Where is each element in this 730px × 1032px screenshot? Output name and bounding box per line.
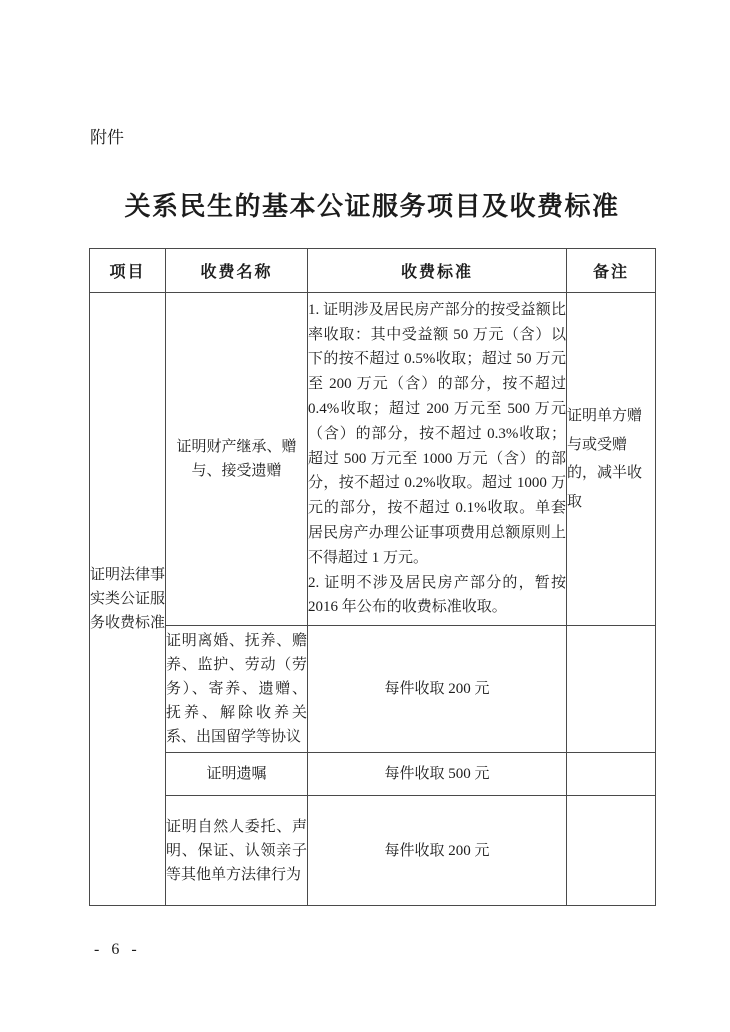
fee-standard-cell: 每件收取 200 元 — [308, 796, 567, 906]
remark-cell — [567, 796, 656, 906]
table-row — [90, 293, 656, 626]
fee-standard-cell: 每件收取 200 元 — [308, 626, 567, 753]
header-remark: 备注 — [567, 249, 656, 293]
table-row — [90, 626, 656, 753]
header-fee-standard: 收费标准 — [308, 249, 567, 293]
page-number: - 6 - — [94, 941, 141, 958]
fee-name-cell: 证明遗嘱 — [166, 753, 308, 796]
fee-standard-paragraph: 1. 证明涉及居民房产部分的按受益额比率收取：其中受益额 50 万元（含）以下的按不超过 0.5%收取；超过 50 万元至 200 万元（含）的部分，按不超过 0.4%收取；超过 200 万元至 500 万元（含）的部分，按不超过 0.3%收取；超过 500 万元至 1000 万元（含）的部分，按不超过 0.2%收取。超过 1000 万元的部分，按不超过 0.1%收取。单套居民房产办理公证事项费用总额原则上不得超过 1 万元。 — [308, 301, 566, 566]
header-fee-name: 收费名称 — [166, 249, 308, 293]
header-item: 项目 — [90, 249, 166, 293]
table-header-row — [90, 249, 656, 293]
fee-name-cell: 证明离婚、抚养、赡养、监护、劳动（劳务）、寄养、遗赠、抚养、解除收养关系、出国留学等协议 — [166, 626, 308, 753]
fee-standard-cell: 每件收取 500 元 — [308, 753, 567, 796]
page-title: 关系民生的基本公证服务项目及收费标准 — [124, 192, 620, 221]
category-cell: 证明法律事实类公证服务收费标准 — [90, 293, 166, 906]
fee-standard-cell — [308, 293, 567, 626]
attachment-label: 附件 — [90, 128, 124, 147]
fee-standard-paragraph: 2. 证明不涉及居民房产部分的，暂按 2016 年公布的收费标准收取。 — [308, 574, 566, 616]
fee-name-cell: 证明自然人委托、声明、保证、认领亲子等其他单方法律行为 — [166, 796, 308, 906]
remark-cell — [567, 626, 656, 753]
remark-cell: 证明单方赠与或受赠的，减半收取 — [567, 293, 656, 626]
fee-standard-table — [89, 248, 656, 906]
remark-cell — [567, 753, 656, 796]
fee-name-cell: 证明财产继承、赠与、接受遗赠 — [166, 293, 308, 626]
table-row — [90, 753, 656, 796]
table-row — [90, 796, 656, 906]
